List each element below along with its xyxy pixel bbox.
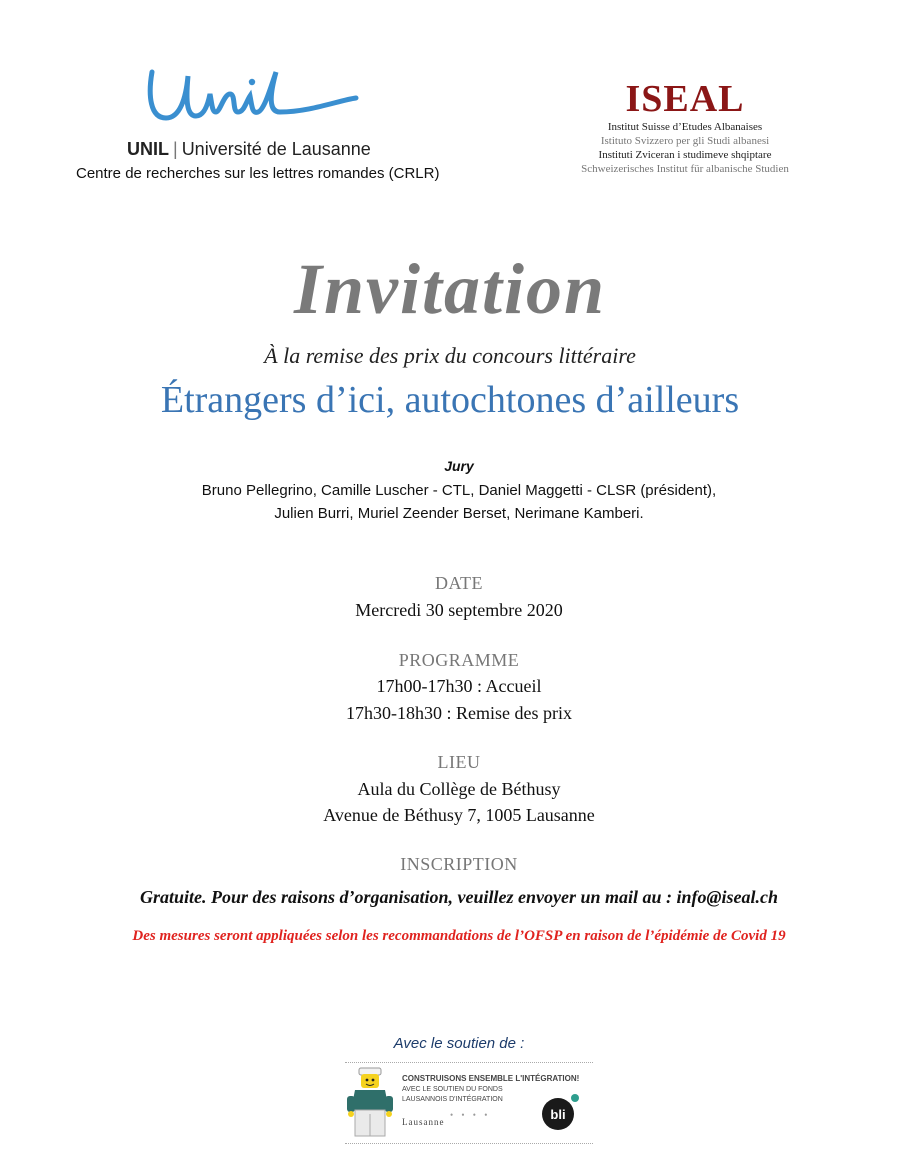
- contest-name: Étrangers d’ici, autochtones d’ailleurs: [160, 379, 740, 421]
- lieu-heading: LIEU: [437, 752, 481, 772]
- unil-name: [127, 139, 371, 160]
- crlr-name: Centre de recherches sur les lettres romandes (CRLR): [76, 165, 440, 182]
- lausanne-logo-text: Lausanne: [402, 1117, 445, 1127]
- iseal-block: [565, 78, 805, 176]
- lausanne-dots-decoration: • • • •: [450, 1110, 491, 1120]
- programme-item: 17h00-17h30 : Accueil: [376, 676, 542, 696]
- date-value: Mercredi 30 septembre 2020: [355, 600, 563, 620]
- inscription-text: Gratuite. Pour des raisons d’organisation, veuillez envoyer un mail au : info@iseal.ch: [139, 887, 779, 907]
- iseal-line-sq: Instituti Zviceran i studimeve shqiptare: [598, 149, 772, 161]
- fund-line-2: AVEC LE SOUTIEN DU FONDS: [402, 1086, 503, 1093]
- page-subtitle: À la remise des prix du concours littéraire: [264, 343, 636, 368]
- programme-heading: PROGRAMME: [398, 650, 520, 670]
- covid-notice: Des mesures seront appliquées selon les recommandations de l’OFSP en raison de l’épidémie de Covid 19: [132, 928, 786, 944]
- bli-logo: [540, 1092, 580, 1132]
- iseal-line-it: Istituto Svizzero per gli Studi albanesi: [600, 135, 770, 147]
- fund-line-1: CONSTRUISONS ENSEMBLE L'INTÉGRATION!: [402, 1074, 580, 1083]
- unil-logo: [140, 60, 360, 135]
- unil-name-text: Université de Lausanne: [181, 139, 371, 159]
- iseal-line-fr: Institut Suisse d’Etudes Albanaises: [607, 121, 763, 133]
- date-heading: DATE: [435, 573, 483, 593]
- fund-line-3: LAUSANNOIS D'INTÉGRATION: [402, 1096, 503, 1103]
- support-label: Avec le soutien de :: [393, 1035, 525, 1052]
- lego-figure-icon: [345, 1066, 395, 1138]
- iseal-line-de: Schweizerisches Institut für albanische Studien: [581, 163, 789, 175]
- lieu-venue: Aula du Collège de Béthusy: [357, 779, 561, 799]
- page-title: Invitation: [293, 249, 607, 329]
- inscription-heading: INSCRIPTION: [400, 854, 518, 874]
- programme-item: 17h30-18h30 : Remise des prix: [346, 703, 572, 723]
- lieu-address: Avenue de Béthusy 7, 1005 Lausanne: [323, 805, 595, 825]
- unil-separator: |: [173, 139, 178, 159]
- bli-logo-text: bli: [550, 1107, 566, 1122]
- jury-members-line-1: Bruno Pellegrino, Camille Luscher - CTL, Daniel Maggetti - CLSR (président),: [201, 482, 717, 499]
- unil-name-bold: UNIL: [127, 139, 169, 159]
- iseal-logo: ISEAL: [625, 78, 745, 120]
- jury-members-line-2: Julien Burri, Muriel Zeender Berset, Nerimane Kamberi.: [274, 505, 644, 522]
- jury-label: Jury: [444, 458, 474, 474]
